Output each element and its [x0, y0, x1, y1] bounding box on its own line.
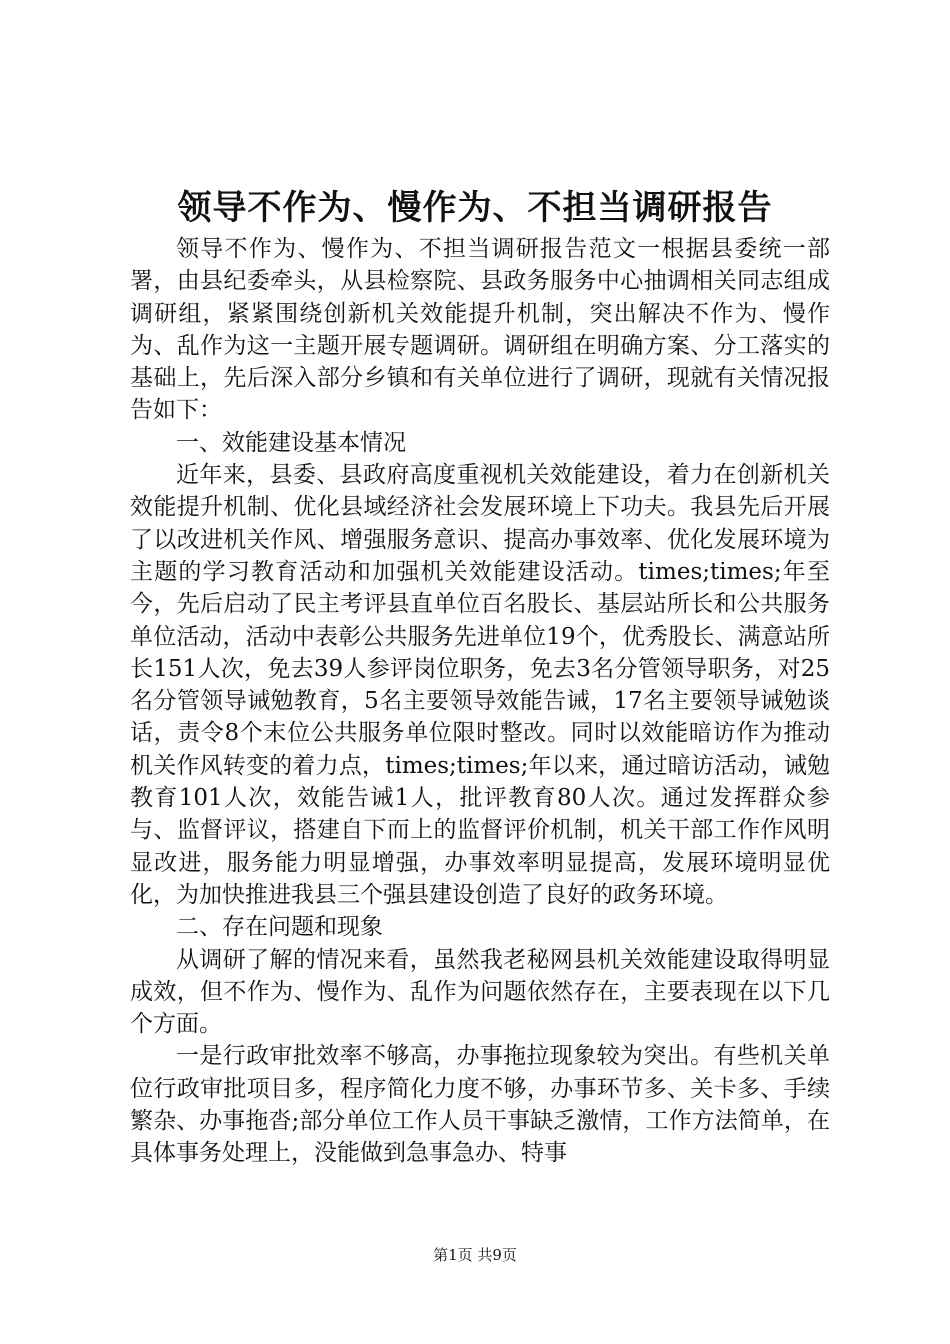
document-body [130, 233, 830, 1170]
section-heading-1: 一、效能建设基本情况 [176, 429, 406, 456]
section-heading-2: 二、存在问题和现象 [176, 914, 383, 941]
paragraph-section-2-intro: 从调研了解的情况来看，虽然我老秘网县机关效能建设取得明显成效，但不作为、慢作为、乱作为问题依然存在，主要表现在以下几个方面。 [130, 946, 830, 1038]
page-footer: 第1页 共9页 [433, 1246, 517, 1264]
paragraph-intro: 领导不作为、慢作为、不担当调研报告范文一根据县委统一部署，由县纪委牵头，从县检察院、县政务服务中心抽调相关同志组成调研组，紧紧围绕创新机关效能提升机制，突出解决不作为、慢作为、乱作为这一主题开展专题调研。调研组在明确方案、分工落实的基础上，先后深入部分乡镇和有关单位进行了调研，现就有关情况报告如下： [130, 236, 830, 424]
paragraph-section-1: 近年来，县委、县政府高度重视机关效能建设，着力在创新机关效能提升机制、优化县域经济社会发展环境上下功夫。我县先后开展了以改进机关作风、增强服务意识、提高办事效率、优化发展环境为主题的学习教育活动和加强机关效能建设活动。times;times;年至今，先后启动了民主考评县直单位百名股长、基层站所长和公共服务单位活动，活动中表彰公共服务先进单位19个，优秀股长、满意站所长151人次，免去39人参评岗位职务，免去3名分管领导职务，对25名分管领导诫勉教育，5名主要领导效能告诫，17名主要领导诫勉谈话，责令8个末位公共服务单位限时整改。同时以效能暗访作为推动机关作风转变的着力点，times;times;年以来，通过暗访活动，诫勉教育101人次，效能告诫1人，批评教育80人次。通过发挥群众参与、监督评议，搭建自下而上的监督评价机制，机关干部工作作风明显改进，服务能力明显增强，办事效率明显提高，发展环境明显优化，为加快推进我县三个强县建设创造了良好的政务环境。 [130, 462, 830, 908]
paragraph-section-2-point-1: 一是行政审批效率不够高，办事拖拉现象较为突出。有些机关单位行政审批项目多，程序简化力度不够，办事环节多、关卡多、手续繁杂、办事拖沓;部分单位工作人员干事缺乏激情，工作方法简单，在具体事务处理上，没能做到急事急办、特事 [130, 1043, 830, 1167]
document-title: 领导不作为、慢作为、不担当调研报告 [177, 188, 773, 228]
